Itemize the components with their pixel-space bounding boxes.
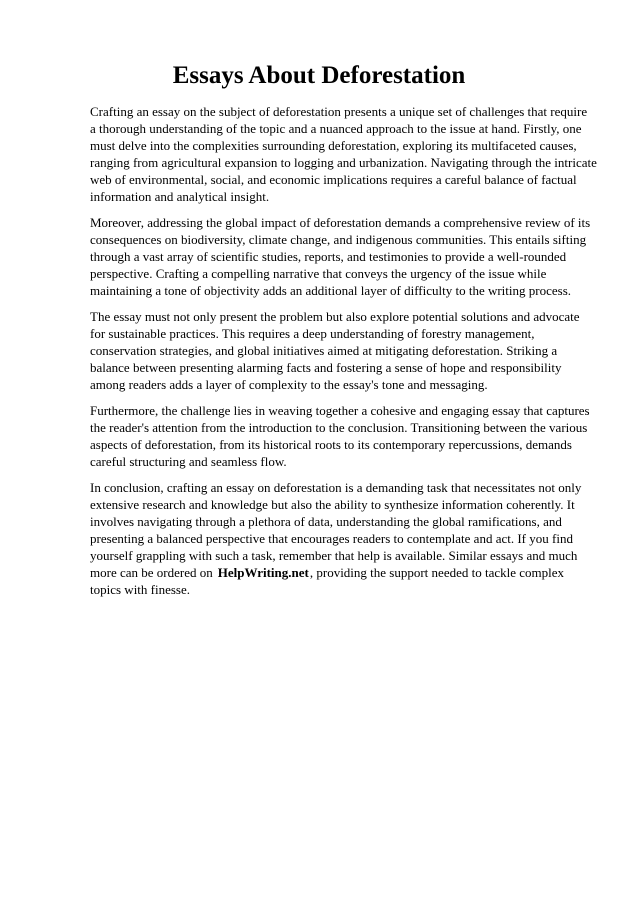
text-line: perspective. Crafting a compelling narrative that conveys the urgency of the issue while — [90, 266, 547, 281]
text-line: the reader's attention from the introduction to the conclusion. Transitioning between the various — [90, 420, 588, 435]
text-line: Crafting an essay on the subject of deforestation presents a unique set of challenges that require — [90, 104, 588, 119]
text-line: for sustainable practices. This requires a deep understanding of forestry management, — [90, 326, 535, 341]
text-line: Furthermore, the challenge lies in weaving together a cohesive and engaging essay that captures — [90, 403, 590, 418]
text-line: conservation strategies, and global initiatives aimed at mitigating deforestation. Striking a — [90, 343, 558, 358]
text-line: must delve into the complexities surrounding deforestation, exploring its multifaceted causes, — [90, 138, 577, 153]
text-line: presenting a balanced perspective that encourages readers to contemplate and act. If you find — [90, 531, 573, 546]
text-line: balance between presenting alarming facts and fostering a sense of hope and responsibility — [90, 360, 562, 375]
text-line: careful structuring and seamless flow. — [90, 454, 287, 469]
paragraph-1 — [90, 103, 598, 205]
helpwriting-link[interactable]: HelpWriting.net — [217, 565, 309, 580]
text-line-with-link — [90, 564, 598, 581]
text-line: topics with finesse. — [90, 582, 191, 597]
text-line: ranging from agricultural expansion to logging and urbanization. Navigating through the intricate — [90, 155, 597, 170]
text-line: Moreover, addressing the global impact of deforestation demands a comprehensive review of its — [90, 215, 591, 230]
text-line: maintaining a tone of objectivity adds an additional layer of difficulty to the writing process. — [90, 283, 571, 298]
text-line: yourself grappling with such a task, remember that help is available. Similar essays and much — [90, 548, 578, 563]
paragraph-3 — [90, 308, 598, 393]
text-line: among readers adds a layer of complexity to the essay's tone and messaging. — [90, 377, 488, 392]
text-line: a thorough understanding of the topic and a nuanced approach to the issue at hand. Firstly, one — [90, 121, 582, 136]
text-line: In conclusion, crafting an essay on deforestation is a demanding task that necessitates not only — [90, 480, 582, 495]
essay-body — [90, 103, 598, 607]
text-line: consequences on biodiversity, climate change, and indigenous communities. This entails sifting — [90, 232, 587, 247]
text-line: The essay must not only present the problem but also explore potential solutions and advocate — [90, 309, 580, 324]
text-line: information and analytical insight. — [90, 189, 270, 204]
paragraph-5 — [90, 479, 598, 598]
text-line: aspects of deforestation, from its historical roots to its contemporary repercussions, demands — [90, 437, 572, 452]
page-title: Essays About Deforestation — [172, 62, 466, 89]
text-line: involves navigating through a plethora of data, understanding the global ramifications, and — [90, 514, 562, 529]
link-line-suffix: , providing the support needed to tackle complex — [309, 565, 565, 580]
text-line: extensive research and knowledge but also the ability to synthesize information coherently. It — [90, 497, 575, 512]
paragraph-4 — [90, 402, 598, 470]
link-line-prefix: more can be ordered on — [90, 565, 213, 580]
paragraph-2 — [90, 214, 598, 299]
text-line: web of environmental, social, and economic implications requires a careful balance of factual — [90, 172, 577, 187]
text-line: through a vast array of scientific studies, reports, and testimonies to provide a well-rounded — [90, 249, 567, 264]
